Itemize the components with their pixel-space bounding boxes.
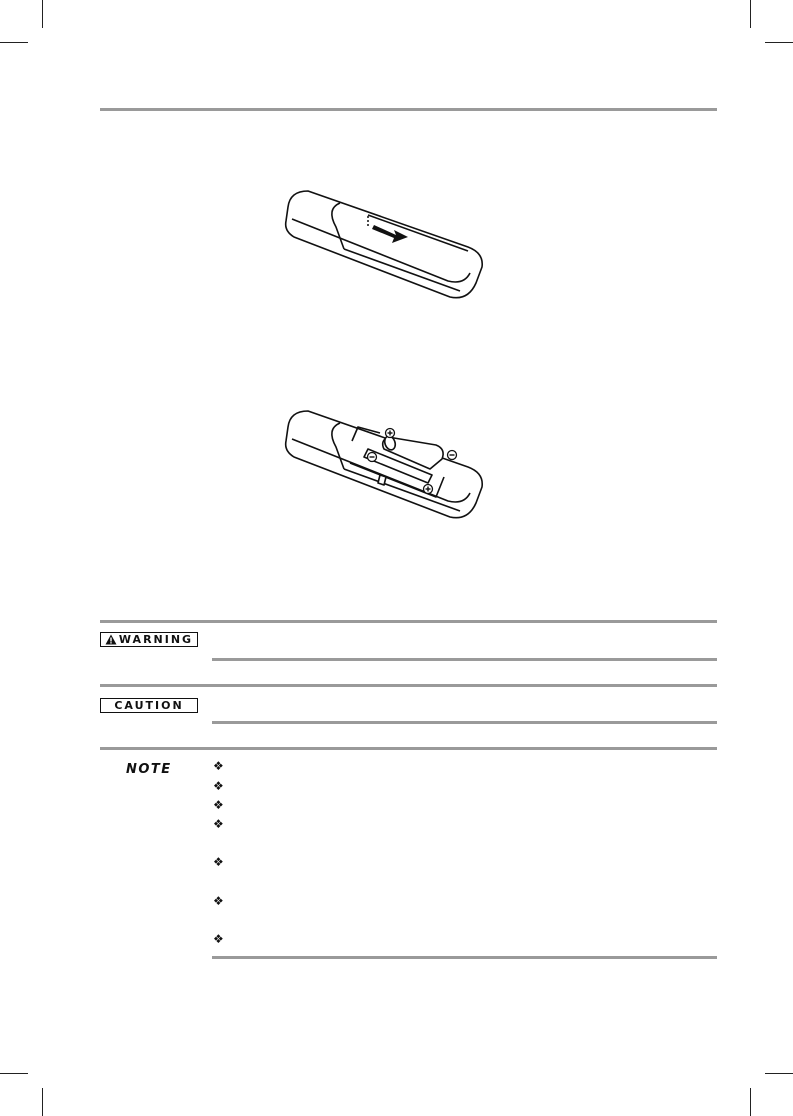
crop-mark [0, 42, 28, 43]
note-bullet-6: ❖ [213, 894, 224, 908]
warning-label-text: WARNING [118, 633, 194, 646]
crop-mark [765, 42, 793, 43]
caution-rule-top [100, 684, 717, 687]
warning-label [100, 632, 198, 647]
note-bullet-7: ❖ [213, 932, 224, 946]
crop-mark [42, 1088, 43, 1116]
crop-mark [0, 1073, 28, 1074]
warning-rule-top [100, 620, 717, 623]
caution-rule-bottom [212, 721, 717, 724]
remote-open-cover-icon [280, 185, 490, 305]
note-rule-top [100, 747, 717, 750]
crop-mark [750, 1088, 751, 1116]
note-bullet-3: ❖ [213, 798, 224, 812]
note-bullet-1: ❖ [213, 759, 224, 773]
note-bullet-4: ❖ [213, 817, 224, 831]
crop-mark [765, 1073, 793, 1074]
crop-mark [42, 0, 43, 28]
warning-triangle-icon [105, 634, 117, 645]
note-label: NOTE [126, 762, 172, 777]
remote-battery-insert-icon [280, 405, 490, 525]
note-rule-bottom [212, 956, 717, 959]
header-rule [100, 108, 717, 111]
caution-label [100, 698, 198, 713]
note-bullet-5: ❖ [213, 855, 224, 869]
warning-rule-bottom [212, 658, 717, 661]
caution-label-text: CAUTION [114, 699, 184, 712]
note-bullet-2: ❖ [213, 779, 224, 793]
crop-mark [750, 0, 751, 28]
